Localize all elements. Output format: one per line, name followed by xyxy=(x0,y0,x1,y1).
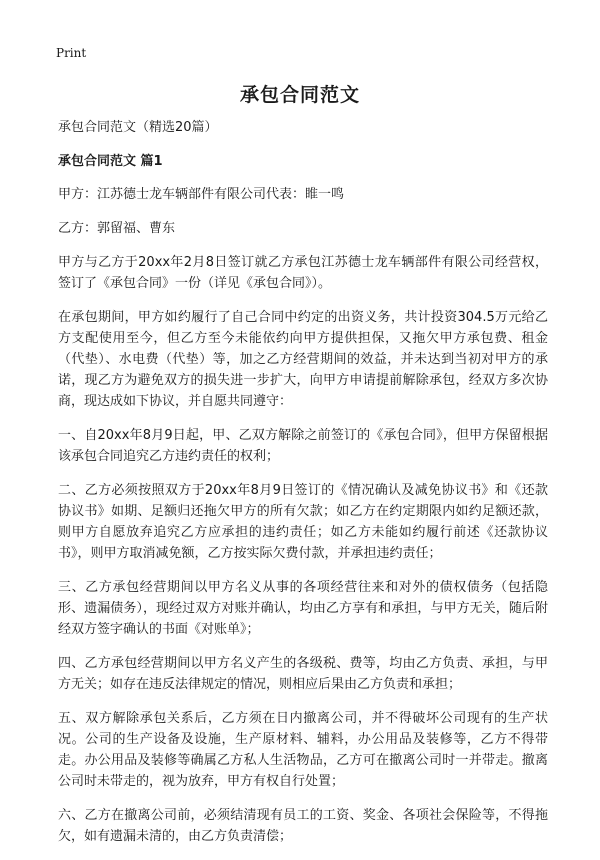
clause-6: 六、乙方在撤离公司前，必须结清现有员工的工资、奖金、各项社会保险等，不得拖欠，如有遗漏未清的，由乙方负责清偿； xyxy=(58,808,548,844)
section-heading: 承包合同范文 篇1 xyxy=(58,154,163,169)
paragraph-circumstances: 在承包期间，甲方如约履行了自己合同中约定的出资义务，共计投资304.5万元给乙方支配使用至今，但乙方至今未能依约向甲方提供担保，又拖欠甲方承包费、租金（代垫）、水电费（代垫）等，加之乙方经营期间的效益，并未达到当初对甲方的承诺，现乙方为避免双方的损失进一步扩大，向甲方申请提前解除承包，经双方多次协商，现达成如下协议，并自愿共同遵守： xyxy=(58,310,548,409)
paragraph-background: 甲方与乙方于20xx年2月8日签订就乙方承包江苏德士龙车辆部件有限公司经营权，签订了《承包合同》一份（详见《承包合同》）。 xyxy=(58,255,548,291)
clause-3: 三、乙方承包经营期间以甲方名义从事的各项经营往来和对外的债权债务（包括隐形、遗漏债务），现经过双方对账并确认，均由乙方享有和承担，与甲方无关，随后附经双方签字确认的书面《对账单》； xyxy=(58,580,548,637)
clause-2: 二、乙方必须按照双方于20xx年8月9日签订的《情况确认及减免协议书》和《还款协议书》如期、足额归还拖欠甲方的所有欠款；如乙方在约定期限内如约足额还款，则甲方自愿放弃追究乙方应承担的违约责任；如乙方未能如约履行前述《还款协议书》，则甲方取消减免额，乙方按实际欠费付款，并承担违约责任； xyxy=(58,483,548,561)
document-body xyxy=(58,117,548,860)
clause-5: 五、双方解除承包关系后，乙方须在日内撤离公司，并不得破坏公司现有的生产状况。公司的生产设备及设施，生产原材料、辅料，办公用品及装修等，乙方不得带走。办公用品及装修等确属乙方私人生活物品，乙方可在撤离公司时一并带走。撤离公司时未带走的，视为放弃，甲方有权自行处置； xyxy=(58,711,548,789)
clause-4: 四、乙方承包经营期间以甲方名义产生的各级税、费等，均由乙方负责、承担，与甲方无关；如存在违反法律规定的情况，则相应后果由乙方负责和承担； xyxy=(58,656,548,692)
print-link[interactable]: Print xyxy=(56,46,87,60)
document-subtitle: 承包合同范文（精选20篇） xyxy=(58,120,218,135)
clause-1: 一、自20xx年8月9日起，甲、乙双方解除之前签订的《承包合同》，但甲方保留根据该承包合同追究乙方违约责任的权利； xyxy=(58,428,548,464)
document-title: 承包合同范文 xyxy=(239,84,360,106)
paragraph-party-a: 甲方：江苏德士龙车辆部件有限公司代表：睢一鸣 xyxy=(58,187,345,202)
paragraph-party-b: 乙方：郭留福、曹东 xyxy=(58,221,176,236)
